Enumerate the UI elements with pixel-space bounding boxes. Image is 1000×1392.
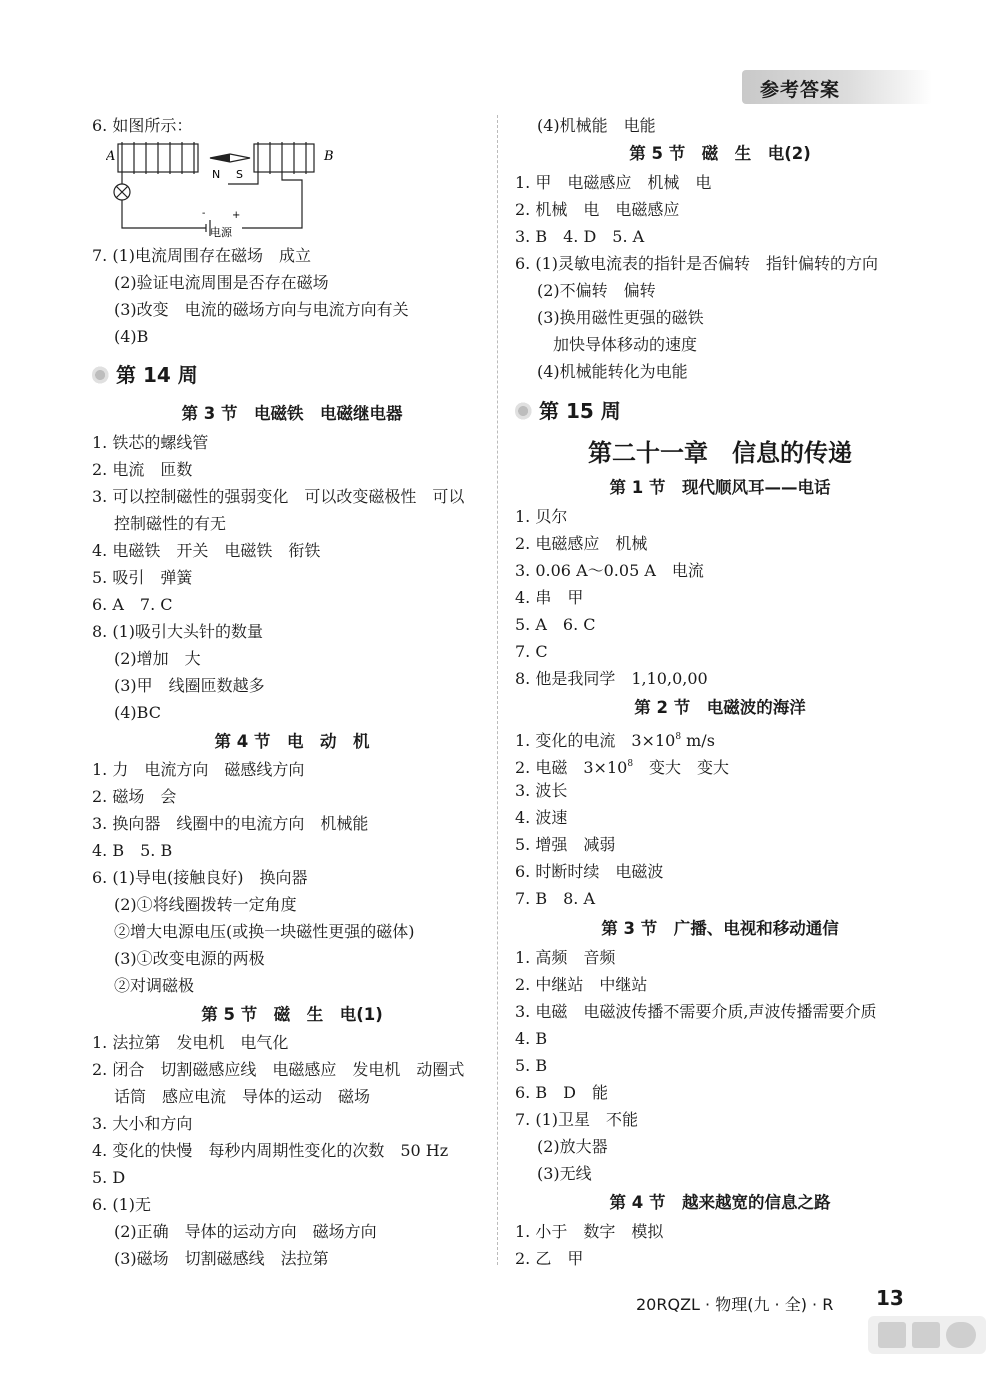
list-item: ②增大电源电压(或换一块磁性更强的磁体) bbox=[114, 922, 415, 941]
list-item: 2. 电流 匝数 bbox=[92, 460, 193, 479]
list-item: 3. 0.06 A～0.05 A 电流 bbox=[515, 561, 704, 580]
minus-sign: - bbox=[202, 208, 206, 219]
list-item: 1. 铁芯的螺线管 bbox=[92, 433, 209, 452]
section-4-title: 第 4 节 电 动 机 bbox=[214, 732, 370, 751]
list-item: (2)正确 导体的运动方向 磁场方向 bbox=[114, 1222, 377, 1241]
list-item: ②对调磁极 bbox=[114, 976, 195, 995]
list-item: 4. 串 甲 bbox=[515, 588, 584, 607]
list-item: 4. 波速 bbox=[515, 808, 568, 827]
section-5-part2-title: 第 5 节 磁 生 电(2) bbox=[629, 144, 811, 163]
list-item: 1. 甲 电磁感应 机械 电 bbox=[515, 173, 712, 192]
list-item: 话筒 感应电流 导体的运动 磁场 bbox=[114, 1087, 371, 1106]
chapter-section-4-title: 第 4 节 越来越宽的信息之路 bbox=[609, 1193, 831, 1212]
list-item: 2. 磁场 会 bbox=[92, 787, 177, 806]
book-code-footer: 20RQZL · 物理(九 · 全) · R bbox=[636, 1295, 834, 1314]
plus-sign: + bbox=[232, 210, 241, 221]
list-item: 3. 大小和方向 bbox=[92, 1114, 193, 1133]
list-item: 1. 法拉第 发电机 电气化 bbox=[92, 1033, 289, 1052]
list-item: 加快导体移动的速度 bbox=[553, 335, 698, 354]
power-source-label: 电源 bbox=[210, 226, 232, 238]
list-item: 3. 换向器 线圈中的电流方向 机械能 bbox=[92, 814, 369, 833]
list-item: (4)机械能 电能 bbox=[537, 116, 656, 135]
list-item: 2. 乙 甲 bbox=[515, 1249, 584, 1268]
q7-4: (4)B bbox=[114, 327, 149, 346]
chapter-section-3-title: 第 3 节 广播、电视和移动通信 bbox=[601, 919, 839, 938]
electromagnet-circuit-diagram bbox=[106, 138, 336, 238]
list-item: 6. A 7. C bbox=[92, 595, 173, 614]
list-item: 4. 电磁铁 开关 电磁铁 衔铁 bbox=[92, 541, 321, 560]
list-item: 5. D bbox=[92, 1168, 126, 1187]
list-item: 7. (1)卫星 不能 bbox=[515, 1110, 639, 1129]
list-item: 6. 时断时续 电磁波 bbox=[515, 862, 664, 881]
list-item: (2)增加 大 bbox=[114, 649, 201, 668]
list-item: 4. B bbox=[515, 1029, 548, 1048]
chapter-section-1-title: 第 1 节 现代顺风耳——电话 bbox=[609, 478, 831, 497]
list-item: 4. 变化的快慢 每秒内周期性变化的次数 50 Hz bbox=[92, 1141, 449, 1160]
watermark-logo bbox=[850, 1290, 1000, 1370]
list-item: 1. 高频 音频 bbox=[515, 948, 616, 967]
list-item: 7. B 8. A bbox=[515, 889, 596, 908]
reference-answer-badge bbox=[742, 70, 932, 104]
list-item: 3. 波长 bbox=[515, 781, 568, 800]
list-item: 6. (1)灵敏电流表的指针是否偏转 指针偏转的方向 bbox=[515, 254, 879, 273]
list-item: 6. B D 能 bbox=[515, 1083, 608, 1102]
list-item: 2. 闭合 切割磁感应线 电磁感应 发电机 动圈式 bbox=[92, 1060, 465, 1079]
list-item: 6. (1)导电(接触良好) 换向器 bbox=[92, 868, 308, 887]
list-item: 5. 增强 减弱 bbox=[515, 835, 616, 854]
list-item: 2. 中继站 中继站 bbox=[515, 975, 648, 994]
list-item: 1. 贝尔 bbox=[515, 507, 568, 526]
q7-3: (3)改变 电流的磁场方向与电流方向有关 bbox=[114, 300, 409, 319]
list-item: 5. A 6. C bbox=[515, 615, 596, 634]
list-item: 5. B bbox=[515, 1056, 548, 1075]
week-15-heading: 第 15 周 bbox=[515, 398, 621, 424]
chapter-section-2-title: 第 2 节 电磁波的海洋 bbox=[634, 698, 806, 717]
list-item: (2)不偏转 偏转 bbox=[537, 281, 656, 300]
list-item: 7. C bbox=[515, 642, 548, 661]
list-item: 8. 他是我同学 1,10,0,00 bbox=[515, 669, 708, 688]
section-3-title: 第 3 节 电磁铁 电磁继电器 bbox=[181, 404, 403, 423]
list-item: 5. 吸引 弹簧 bbox=[92, 568, 193, 587]
list-item: 1. 小于 数字 模拟 bbox=[515, 1222, 664, 1241]
label-n: N bbox=[212, 168, 221, 181]
badge-text: 参考答案 bbox=[760, 79, 841, 101]
q6-text: 6. 如图所示： bbox=[92, 116, 193, 135]
list-item: (3)甲 线圈匝数越多 bbox=[114, 676, 265, 695]
list-item: 3. B 4. D 5. A bbox=[515, 227, 645, 246]
list-item: (3)磁场 切割磁感线 法拉第 bbox=[114, 1249, 329, 1268]
list-item: 4. B 5. B bbox=[92, 841, 173, 860]
list-item: (3)无线 bbox=[537, 1164, 592, 1183]
list-item: 8. (1)吸引大头针的数量 bbox=[92, 622, 264, 641]
list-item: 3. 可以控制磁性的强弱变化 可以改变磁极性 可以 bbox=[92, 487, 465, 506]
chapter-21-title: 第二十一章 信息的传递 bbox=[588, 439, 852, 467]
list-item: (3)换用磁性更强的磁铁 bbox=[537, 308, 704, 327]
list-item: (2)①将线圈拨转一定角度 bbox=[114, 895, 297, 914]
list-item: (4)BC bbox=[114, 703, 161, 722]
list-item: 6. (1)无 bbox=[92, 1195, 152, 1214]
label-b: B bbox=[324, 149, 334, 164]
list-item: (2)放大器 bbox=[537, 1137, 608, 1156]
list-item: 3. 电磁 电磁波传播不需要介质,声波传播需要介质 bbox=[515, 1002, 877, 1021]
list-item: (3)①改变电源的两极 bbox=[114, 949, 265, 968]
label-s: S bbox=[236, 168, 243, 181]
list-item: 2. 机械 电 电磁感应 bbox=[515, 200, 680, 219]
list-item: 控制磁性的有无 bbox=[114, 514, 227, 533]
week-14-heading: 第 14 周 bbox=[92, 362, 198, 388]
list-item: 1. 力 电流方向 磁感线方向 bbox=[92, 760, 305, 779]
q7-2: (2)验证电流周围是否存在磁场 bbox=[114, 273, 329, 292]
list-item: 1. 变化的电流 $3\times 10^8$ m/s bbox=[515, 731, 715, 750]
list-item: 2. 电磁感应 机械 bbox=[515, 534, 648, 553]
column-divider bbox=[497, 115, 498, 1265]
label-a: A bbox=[106, 149, 116, 164]
section-5-part1-title: 第 5 节 磁 生 电(1) bbox=[201, 1005, 383, 1024]
q7-1: 7. (1)电流周围存在磁场 成立 bbox=[92, 246, 312, 265]
list-item: (4)机械能转化为电能 bbox=[537, 362, 688, 381]
list-item: 2. 电磁 $3\times 10^8$ 变大 变大 bbox=[515, 758, 730, 777]
thumbprint-icon bbox=[92, 365, 110, 385]
thumbprint-icon bbox=[515, 401, 533, 421]
page-number: 13 bbox=[876, 1286, 904, 1310]
